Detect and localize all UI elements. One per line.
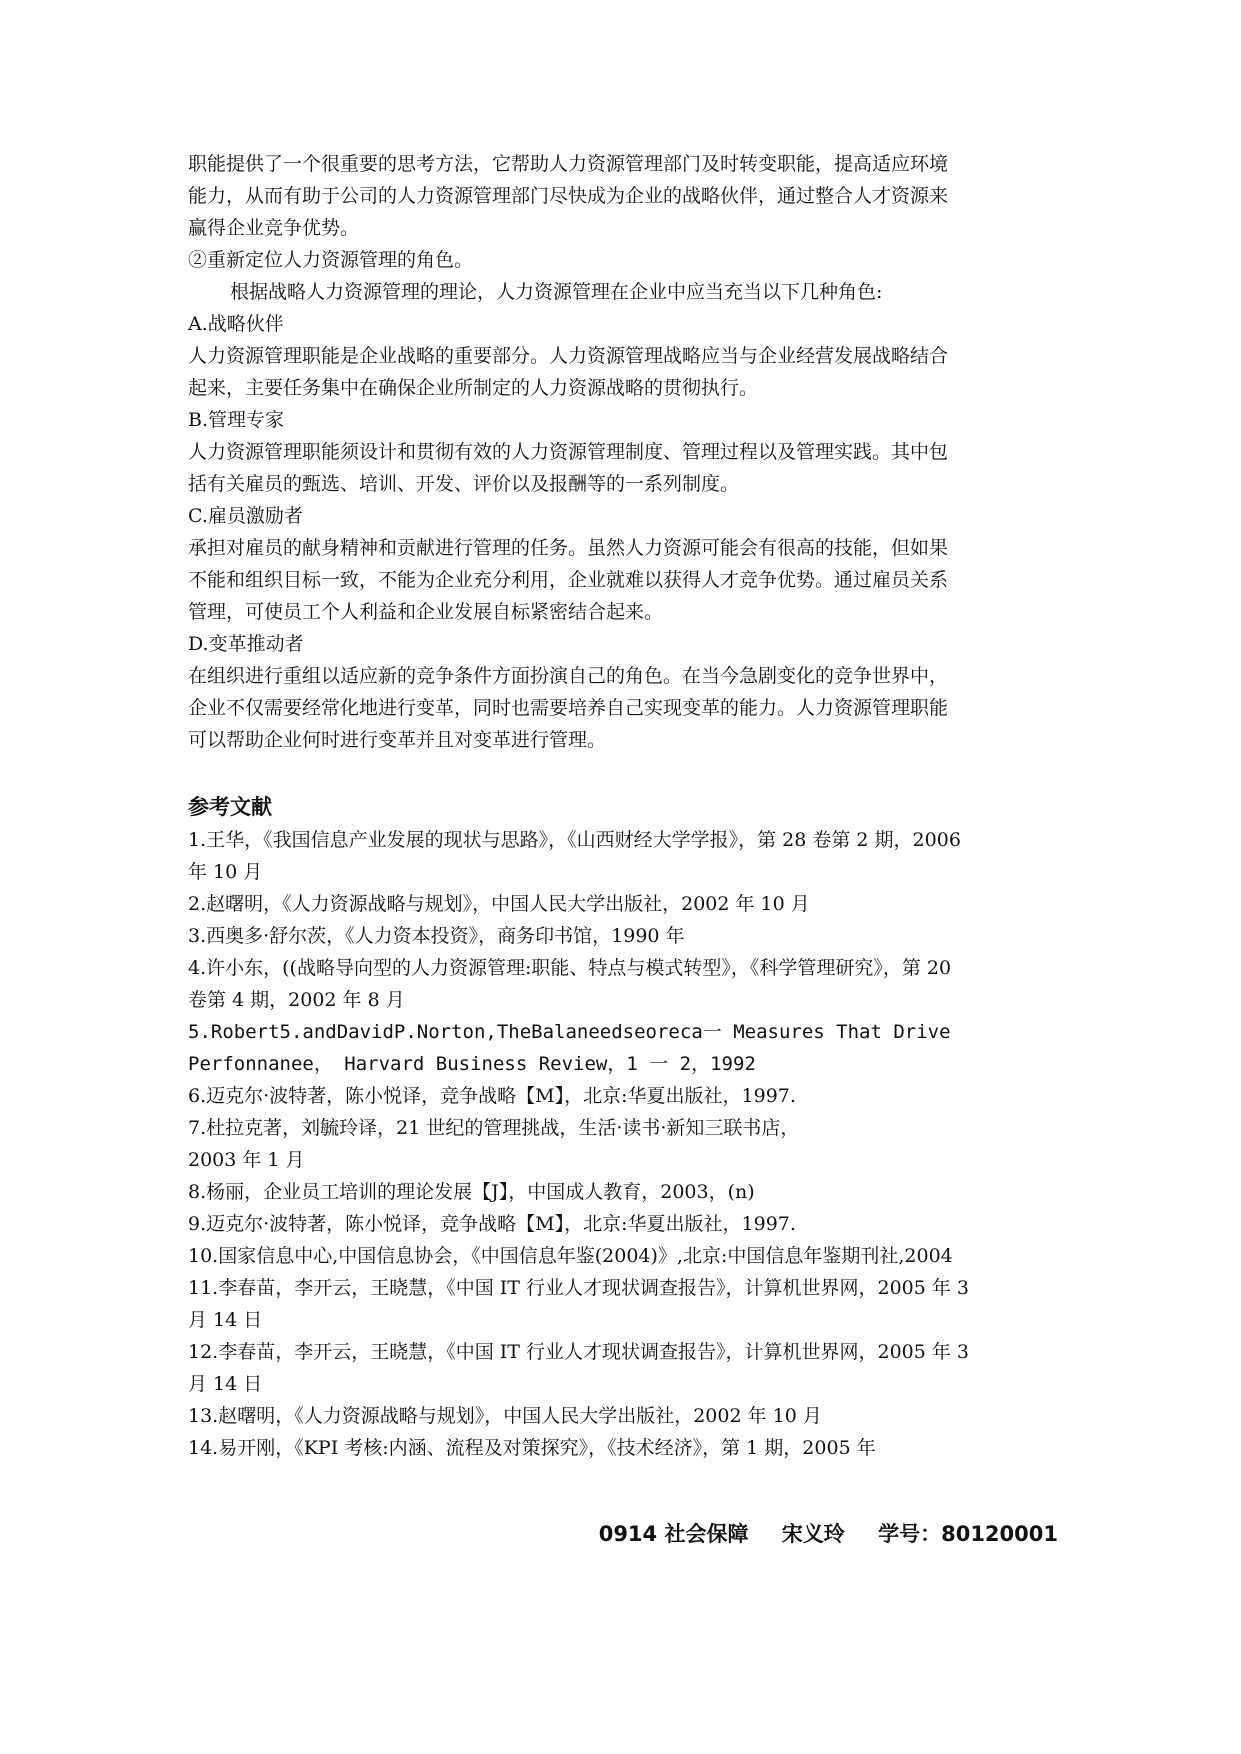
references-heading: 参考文献: [188, 795, 272, 819]
reference-item: [188, 1272, 1058, 1336]
paragraph-intro: [188, 148, 1058, 244]
reference-item: [188, 1208, 1058, 1240]
text-line: 人力资源管理职能须设计和贯彻有效的人力资源管理制度、管理过程以及管理实践。其中包: [188, 441, 949, 463]
reference-item: [188, 1176, 1058, 1208]
role-employee-champion: [188, 500, 1058, 628]
reference-item: [188, 1336, 1058, 1400]
text-line: 企业不仅需要经常化地进行变革，同时也需要培养自己实现变革的能力。人力资源管理职能: [188, 697, 949, 719]
text-line: 括有关雇员的甄选、培训、开发、评价以及报酬等的一系列制度。: [188, 473, 740, 495]
reference-line: 3.西奥多·舒尔茨，《人力资本投资》，商务印书馆，1990 年: [188, 925, 685, 947]
author-name: 宋义玲: [781, 1522, 845, 1546]
reference-line: 4.许小东，((战略导向型的人力资源管理:职能、特点与模式转型》，《科学管理研究》，第 20: [188, 957, 952, 979]
reference-line: 6.迈克尔·波特著，陈小悦译，竞争战略【M】，北京:华夏出版社，1997.: [188, 1085, 796, 1107]
role-strategic-partner: [188, 308, 1058, 404]
role-label: A.战略伙伴: [188, 313, 284, 335]
reference-line: 5.Robert5.andDavidP.Norton,TheBalaneedseoreca一 Measures That Drive: [188, 1021, 951, 1043]
class-major: 0914 社会保障: [598, 1522, 749, 1546]
reference-item: [188, 1112, 1058, 1176]
reference-line: 卷第 4 期，2002 年 8 月: [188, 989, 405, 1011]
reference-line: 12.李春苗，李开云，王晓慧，《中国 IT 行业人才现状调查报告》，计算机世界网，2005 年 3: [188, 1341, 969, 1363]
text-line: 起来，主要任务集中在确保企业所制定的人力资源战略的贯彻执行。: [188, 377, 759, 399]
reference-item: [188, 1400, 1058, 1432]
reference-item: [188, 1080, 1058, 1112]
role-label: B.管理专家: [188, 409, 285, 431]
reference-line: 月 14 日: [188, 1373, 263, 1395]
reference-item: [188, 824, 1058, 888]
reference-line: 11.李春苗，李开云，王晓慧，《中国 IT 行业人才现状调查报告》，计算机世界网，2005 年 3: [188, 1277, 969, 1299]
text-line: 承担对雇员的献身精神和贡献进行管理的任务。虽然人力资源可能会有很高的技能，但如果: [188, 537, 949, 559]
reference-line: 月 14 日: [188, 1309, 263, 1331]
reference-line: 8.杨丽，企业员工培训的理论发展【J】，中国成人教育，2003，(n): [188, 1181, 755, 1203]
reference-item: [188, 952, 1058, 1016]
section-heading: ②重新定位人力资源管理的角色。: [188, 249, 474, 271]
reference-line: Perfonnanee， Harvard Business Review，1 一 2，1992: [188, 1053, 756, 1075]
student-id: 学号：80120001: [878, 1522, 1058, 1546]
paragraph-roles-intro: 根据战略人力资源管理的理论，人力资源管理在企业中应当充当以下几种角色:: [230, 281, 883, 303]
text-line: 人力资源管理职能是企业战略的重要部分。人力资源管理战略应当与企业经营发展战略结合: [188, 345, 949, 367]
reference-item: [188, 888, 1058, 920]
reference-line: 14.易开刚，《KPI 考核:内涵、流程及对策探究》，《技术经济》，第 1 期，2005 年: [188, 1437, 876, 1459]
role-admin-expert: [188, 404, 1058, 500]
reference-line: 年 10 月: [188, 861, 263, 883]
text-line: 在组织进行重组以适应新的竞争条件方面扮演自己的角色。在当今急剧变化的竞争世界中，: [188, 665, 949, 687]
text-line: 职能提供了一个很重要的思考方法，它帮助人力资源管理部门及时转变职能，提高适应环境: [188, 153, 949, 175]
text-line: 可以帮助企业何时进行变革并且对变革进行管理。: [188, 729, 607, 751]
text-line: 管理，可使员工个人利益和企业发展自标紧密结合起来。: [188, 601, 664, 623]
reference-item: [188, 1432, 1058, 1464]
text-line: 不能和组织目标一致，不能为企业充分利用，企业就难以获得人才竞争优势。通过雇员关系: [188, 569, 949, 591]
reference-line: 13.赵曙明，《人力资源战略与规划》，中国人民大学出版社，2002 年 10 月: [188, 1405, 822, 1427]
reference-line: 10.国家信息中心,中国信息协会，《中国信息年鉴(2004)》,北京:中国信息年鉴期刊社,2004: [188, 1245, 953, 1267]
reference-item: [188, 1016, 1058, 1080]
text-line: 赢得企业竞争优势。: [188, 217, 360, 239]
role-label: D.变革推动者: [188, 633, 304, 655]
document-page: [188, 148, 1058, 1464]
text-line: 能力，从而有助于公司的人力资源管理部门尽快成为企业的战略伙伴，通过整合人才资源来: [188, 185, 949, 207]
reference-line: 1.王华，《我国信息产业发展的现状与思路》，《山西财经大学学报》，第 28 卷第 2 期，2006: [188, 829, 961, 851]
reference-line: 2.赵曙明，《人力资源战略与规划》，中国人民大学出版社，2002 年 10 月: [188, 893, 810, 915]
reference-line: 9.迈克尔·波特著，陈小悦译，竞争战略【M】，北京:华夏出版社，1997.: [188, 1213, 796, 1235]
reference-item: [188, 1240, 1058, 1272]
reference-line: 7.杜拉克著，刘毓玲译，21 世纪的管理挑战，生活·读书·新知三联书店，: [188, 1117, 800, 1139]
author-footer: [599, 1518, 1058, 1548]
role-change-agent: [188, 628, 1058, 756]
reference-line: 2003 年 1 月: [188, 1149, 305, 1171]
reference-item: [188, 920, 1058, 952]
role-label: C.雇员激励者: [188, 505, 303, 527]
